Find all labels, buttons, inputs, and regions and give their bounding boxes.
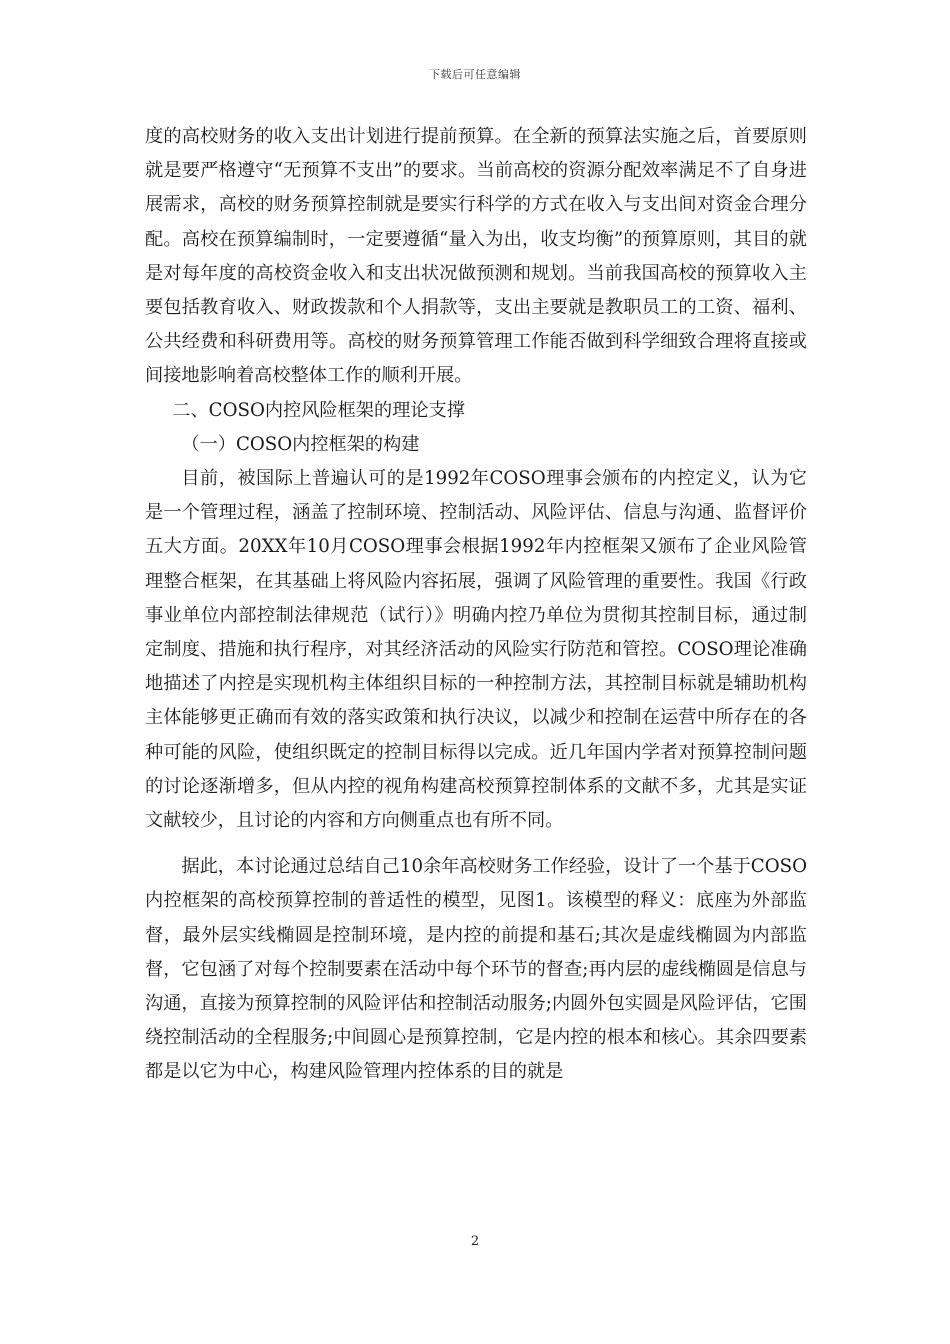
document-body: [145, 120, 807, 1090]
paragraph-model-description: 据此，本讨论通过总结自己10余年高校财务工作经验，设计了一个基于COSO内控框架的高校预算控制的普适性的模型，见图1。该模型的释义：底座为外部监督，最外层实线椭圆是控制环境，是内控的前提和基石;其次是虚线椭圆为内部监督，它包涵了对每个控制要素在活动中每个环节的督查;再内层的虚线椭圆是信息与沟通，直接为预算控制的风险评估和控制活动服务;内圆外包实圆是风险评估，它围绕控制活动的全程服务;中间圆心是预算控制，它是内控的根本和核心。其余四要素都是以它为中心，构建风险管理内控体系的目的就是: [145, 856, 807, 1083]
subsection-heading: （一）COSO内控框架的构建: [181, 433, 420, 455]
paragraph-coso-definition: 目前，被国际上普遍认可的是1992年COSO理事会颁布的内控定义，认为它是一个管理过程，涵盖了控制环境、控制活动、风险评估、信息与沟通、监督评价五大方面。20XX年10月COSO理事会根据1992年内控框架又颁布了企业风险管理整合框架，在其基础上将风险内容拓展，强调了风险管理的重要性。我国《行政事业单位内部控制法律规范（试行）》明确内控乃单位为贯彻其控制目标，通过制定制度、措施和执行程序，对其经济活动的风险实行防范和管控。COSO理论准确地描述了内控是实现机构主体组织目标的一种控制方法，其控制目标就是辅助机构主体能够更正确而有效的落实政策和执行决议，以减少和控制在运营中所存在的各种可能的风险，使组织既定的控制目标得以完成。近几年国内学者对预算控制问题的讨论逐渐增多，但从内控的视角构建高校预算控制体系的文献不多，尤其是实证文献较少，且讨论的内容和方向侧重点也有所不同。: [145, 468, 807, 832]
section-heading: 二、COSO内控风险框架的理论支撑: [172, 399, 465, 421]
page-header: 下载后可任意编辑: [429, 68, 521, 81]
paragraph-budget-principles: 度的高校财务的收入支出计划进行提前预算。在全新的预算法实施之后，首要原则就是要严格遵守“无预算不支出”的要求。当前高校的资源分配效率满足不了自身进展需求，高校的财务预算控制就是要实行科学的方式在收入与支出间对资金合理分配。高校在预算编制时，一定要遵循“量入为出，收支均衡”的预算原则，其目的就是对每年度的高校资金收入和支出状况做预测和规划。当前我国高校的预算收入主要包括教育收入、财政拨款和个人捐款等，支出主要就是教职员工的工资、福利、公共经费和科研费用等。高校的财务预算管理工作能否做到科学细致合理将直接或间接地影响着高校整体工作的顺利开展。: [145, 126, 807, 387]
page-number: 2: [470, 1234, 480, 1249]
